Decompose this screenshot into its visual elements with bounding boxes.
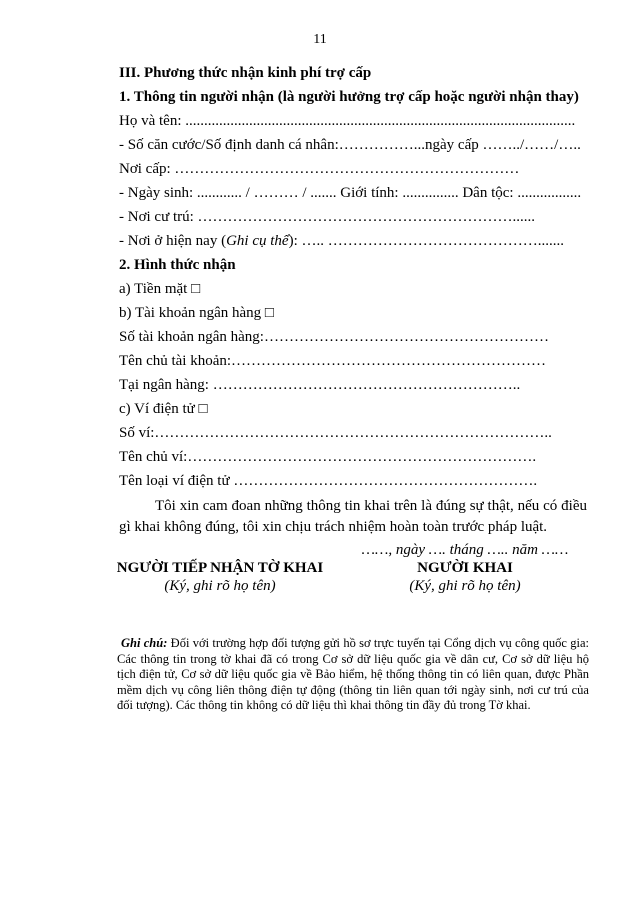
receiver-title: NGƯỜI TIẾP NHẬN TỜ KHAI (116, 560, 324, 576)
issue-place-field: Nơi cấp: …………………………………………………………… (119, 161, 520, 177)
signing-date-line: ……, ngày …. tháng ….. năm …… (361, 542, 569, 558)
declarant-signature-note: (Ký, ghi rõ họ tên) (409, 578, 521, 594)
wallet-number-field: Số ví:…………………………………………………………………….. (119, 425, 552, 441)
note-paragraph (117, 636, 589, 714)
receiver-signature-note: (Ký, ghi rõ họ tên) (164, 578, 276, 594)
current-address-prefix: - Nơi ở hiện nay ( (119, 233, 227, 249)
cash-option: a) Tiền mặt □ (119, 281, 201, 297)
account-holder-field: Tên chủ tài khoản:……………………………………………………… (119, 353, 547, 369)
bank-name-field: Tại ngân hàng: …………………………………………………….. (119, 377, 521, 393)
current-address-suffix: ): ….. ……………………………………....... (288, 233, 564, 249)
current-address-note: Ghi cụ thể (226, 233, 289, 249)
section-title: III. Phương thức nhận kinh phí trợ cấp (119, 65, 372, 81)
birth-gender-ethnicity-field: - Ngày sinh: ............ / ……… / ....... Giới tính: ............... Dân tộc: ................. (119, 185, 582, 201)
wallet-type-field: Tên loại ví điện tử ……………………………………………………. (119, 473, 538, 489)
declarant-title: NGƯỜI KHAI (417, 560, 513, 576)
bank-account-option: b) Tài khoản ngân hàng □ (119, 305, 274, 321)
note-text: Đối với trường hợp đối tượng gửi hồ sơ trực tuyến tại Cổng dịch vụ công quốc gia: Các thông tin trong tờ khai đã có trong Cơ sở dữ liệu quốc gia về dân cư, Cơ sở dữ liệu hộ tịch điện tử, Cơ sở dữ liệu quốc gia về Bảo hiểm, hệ thống thông tin có liên quan, được Phần mềm dịch vụ công liên thông điện tự động (thông tin liên quan tới ngày sinh, nơi cư trú của đối tượng). Các thông tin không có dữ liệu thì khai thông tin đầy đủ trong Tờ khai. (117, 636, 589, 712)
part1-title: 1. Thông tin người nhận (là người hưởng trợ cấp hoặc người nhận thay) (119, 89, 579, 105)
full-name-field: Họ và tên: ........................................................................................................ (119, 113, 576, 129)
part2-title: 2. Hình thức nhận (119, 257, 236, 273)
id-number-field: - Số căn cước/Số định danh cá nhân:……………...ngày cấp ……../……/….. (119, 137, 581, 153)
account-number-field: Số tài khoản ngân hàng:………………………………………………… (119, 329, 549, 345)
commitment-paragraph: Tôi xin cam đoan những thông tin khai trên là đúng sự thật, nếu có điều gì khai không đúng, tôi xin chịu trách nhiệm hoàn toàn trước pháp luật. (119, 498, 587, 535)
residence-field: - Nơi cư trú: ………………………………………………………...... (119, 209, 536, 225)
note-label: Ghi chú: (121, 636, 168, 650)
wallet-holder-field: Tên chủ ví:……………………………………………………………. (119, 449, 537, 465)
current-address-field (119, 232, 564, 251)
ewallet-option: c) Ví điện tử □ (119, 401, 208, 417)
page-number: 11 (313, 32, 327, 47)
